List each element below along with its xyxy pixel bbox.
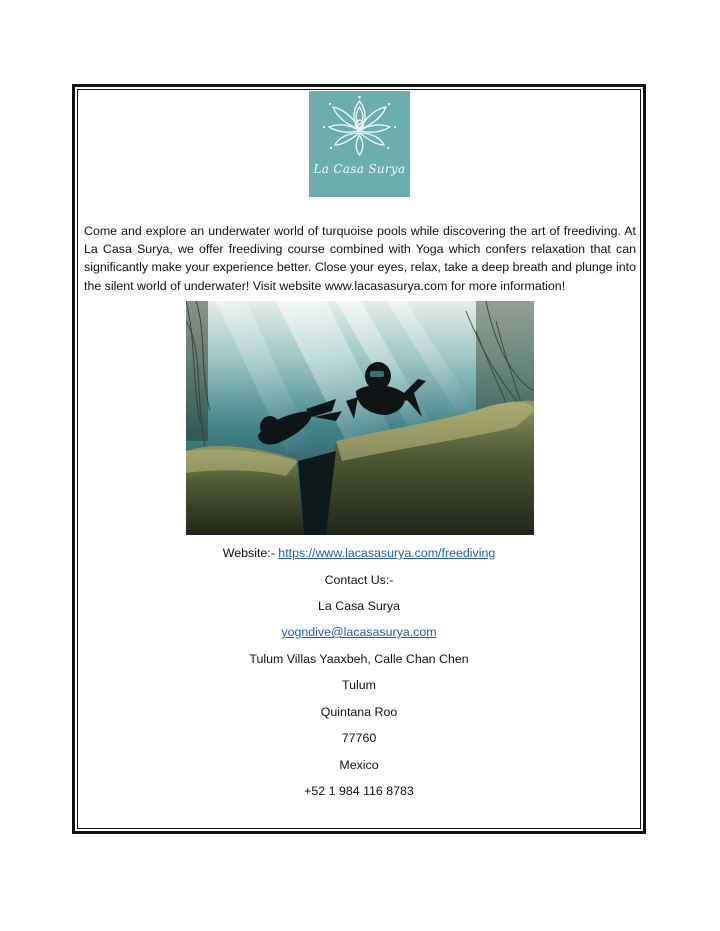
brand-logo-text: La Casa Surya <box>313 162 406 176</box>
contact-heading: Contact Us:- <box>324 573 394 587</box>
contact-address: Tulum Villas Yaaxbeh, Calle Chan Chen <box>249 652 469 666</box>
website-label: Website:- <box>222 546 279 560</box>
contact-postal-code: 77760 <box>341 731 377 745</box>
freediving-photo <box>186 301 534 535</box>
website-line <box>77 546 641 560</box>
intro-paragraph: Come and explore an underwater world of turquoise pools while discovering the art of freediving. At La Casa Surya, we offer freediving course combined with Yoga which confers relaxation that can significantly make your experience better. Close your eyes, relax, take a deep breath and plunge into the silent world of underwater! Visit website www.lacasasurya.com for more information! <box>84 224 636 293</box>
website-link[interactable]: https://www.lacasasurya.com/freediving <box>278 546 496 560</box>
contact-phone: +52 1 984 116 8783 <box>304 784 414 798</box>
contact-name: La Casa Surya <box>318 599 400 613</box>
brand-logo <box>309 91 410 197</box>
lotus-mandala-icon <box>309 91 410 197</box>
contact-email-link[interactable]: yogndive@lacasasurya.com <box>281 625 437 639</box>
contact-city: Tulum <box>342 678 376 692</box>
contact-email-line <box>77 625 641 639</box>
contact-country: Mexico <box>339 758 379 772</box>
contact-state: Quintana Roo <box>320 705 398 719</box>
